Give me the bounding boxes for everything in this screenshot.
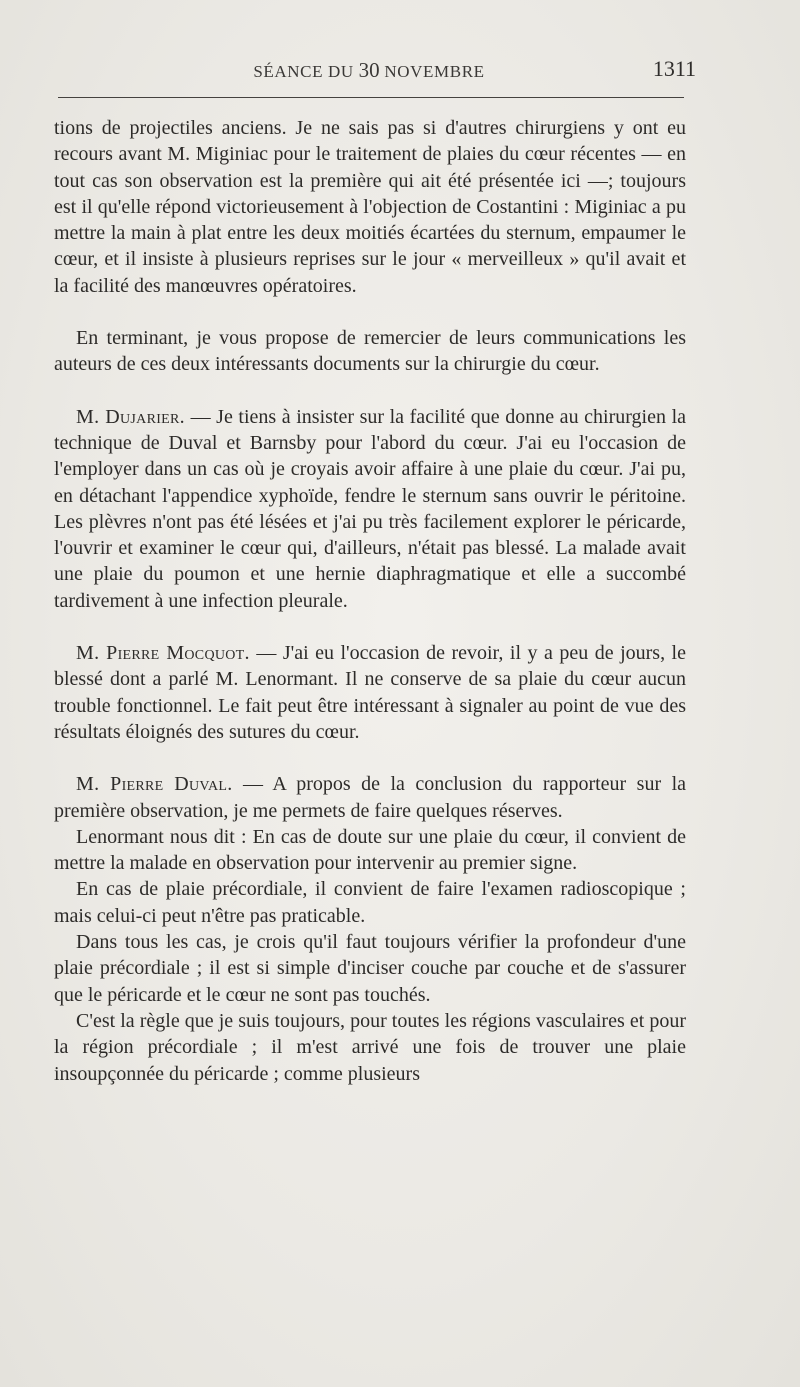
paragraph [54,824,686,877]
paragraph-conclusion [54,325,686,378]
paragraph-text: tions de projectiles anciens. Je ne sais pas si d'autres chirurgiens y ont eu recours avant M. Miginiac pour le traitement de plaies du cœur récentes — en tout cas son observation est la première qui ait été présentée ici —; toujours est il qu'elle répond victorieusement à l'objection de Costantini : Miginiac a pu mettre la main à plat entre les deux moitiés écartées du sternum, empaumer le cœur, et il insiste à plusieurs reprises sur le jour « merveilleux » qu'il avait et la facilité des manœuvres opératoires. [54,117,686,297]
paragraph-text: — A propos de la conclusion du rapporteur sur la première observation, je me permets de faire quelques réserves. [54,773,686,822]
page-header [54,56,696,86]
paragraph-text: En cas de plaie précordiale, il convient de faire l'examen radioscopique ; mais celui-ci peut n'être pas praticable. [54,878,686,927]
paragraph-text: En terminant, je vous propose de remercier de leurs communications les auteurs de ces deux intéressants documents sur la chirurgie du cœur. [54,327,686,376]
body-text [54,115,686,1087]
paragraph-mocquot [54,640,686,745]
paragraph-text: Dans tous les cas, je crois qu'il faut toujours vérifier la profondeur d'une plaie précordiale ; il est si simple d'inciser couche par couche et de s'assurer que le péricarde et le cœur ne sont pas touchés. [54,931,686,1006]
paragraph-text: C'est la règle que je suis toujours, pour toutes les régions vasculaires et pour la région précordiale ; il m'est arrivé une fois de trouver une plaie insoupçonnée du péricarde ; comme plusieurs [54,1009,686,1085]
paragraph [54,1008,686,1087]
paragraph-dujarier [54,404,686,614]
running-title-day: 30 [358,58,380,82]
paragraph-continuation [54,115,686,299]
paragraph-text: Lenormant nous dit : En cas de doute sur une plaie du cœur, il convient de mettre la malade en observation pour intervenir au premier signe. [54,825,686,875]
paragraph [54,929,686,1008]
running-title [54,58,684,83]
running-title-month: NOVEMBRE [384,62,485,81]
header-rule [58,97,684,98]
paragraph [54,876,686,929]
speaker-name: M. Pierre Mocquot. [76,642,250,665]
paragraph-duval [54,771,686,824]
speaker-name: M. Pierre Duval. [76,773,233,796]
paragraph-text: — J'ai eu l'occasion de revoir, il y a peu de jours, le blessé dont a parlé M. Lenormant. Il ne conserve de sa plaie du cœur aucun trouble fonctionnel. Le fait peut être intéressant à signaler au point de vue des résultats éloignés des sutures du cœur. [54,642,686,743]
paragraph-text: — Je tiens à insister sur la facilité que donne au chirurgien la technique de Duval et Barnsby pour l'abord du cœur. J'ai eu l'occasion de l'employer dans un cas où je croyais avoir affaire à une plaie du cœur. J'ai pu, en détachant l'appendice xyphoïde, fendre le sternum sans ouvrir le péritoine. Les plèvres n'ont pas été lésées et j'ai pu très facilement explorer le péricarde, l'ouvrir et examiner le cœur qui, d'ailleurs, n'était pas blessé. La malade avait une plaie du poumon et une hernie diaphragmatique et elle a succombé tardivement à une infection pleurale. [54,405,686,612]
page-number: 1311 [652,56,696,81]
running-title-prefix: SÉANCE DU [253,62,354,81]
speaker-name: M. Dujarier. [76,405,185,428]
